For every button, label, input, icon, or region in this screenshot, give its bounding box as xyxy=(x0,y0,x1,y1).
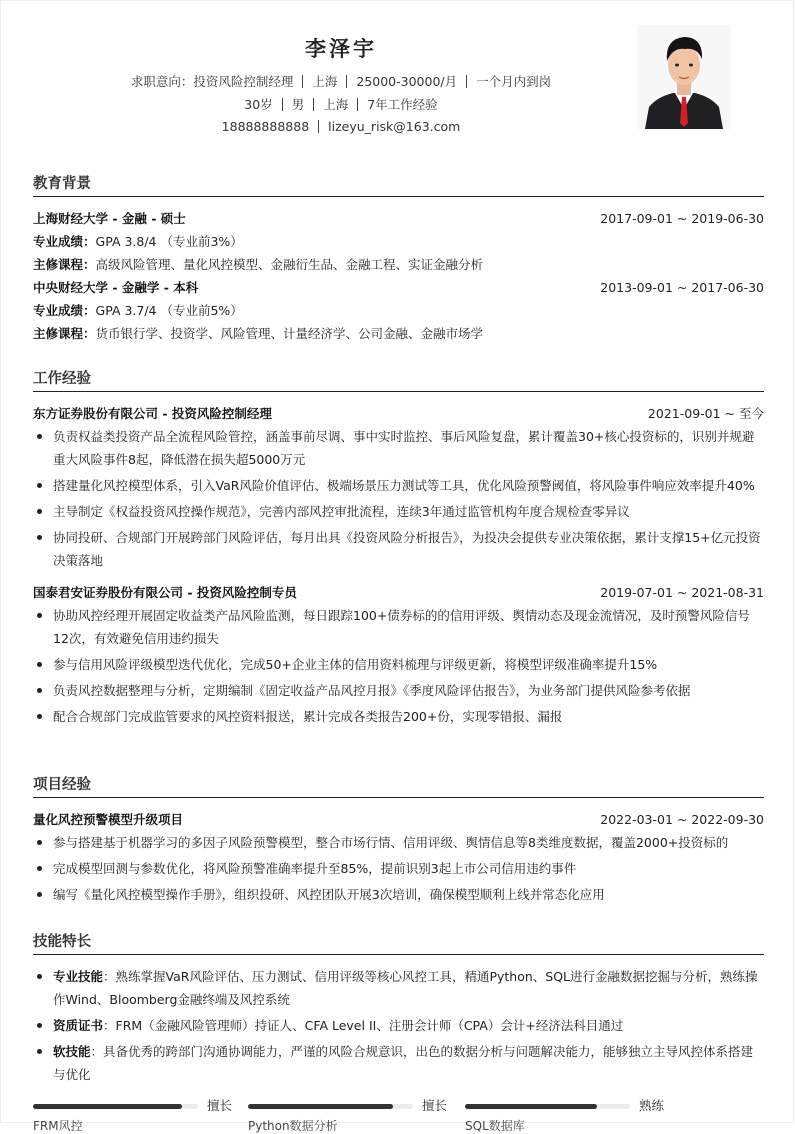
project-dates: 2022-03-01 ~ 2022-09-30 xyxy=(600,812,764,827)
skill-bar-track xyxy=(33,1104,198,1109)
skill-item xyxy=(33,1040,764,1086)
gpa-label: 专业成绩： xyxy=(33,234,96,249)
section-title-projects: 项目经验 xyxy=(33,774,764,798)
bullet-item: 负责权益类投资产品全流程风险管控，涵盖事前尽调、事中实时监控、事后风险复盘，累计覆盖30+核心投资标的，识别并规避重大风险事件8起，降低潜在损失超5000万元 xyxy=(33,425,764,471)
personal-info-line xyxy=(1,95,681,113)
courses-row xyxy=(33,253,764,276)
age: 30岁 xyxy=(244,97,273,112)
skill-name: FRM风控 xyxy=(33,1119,83,1133)
skill-text: ：FRM（金融风险管理师）持证人、CFA Level II、注册会计师（CPA）会计+经济法科目通过 xyxy=(103,1018,624,1033)
skills-section xyxy=(33,931,764,1089)
job-bullets xyxy=(33,604,764,728)
skill-bar-fill xyxy=(33,1104,182,1109)
courses-label: 主修课程： xyxy=(33,257,96,272)
divider xyxy=(466,75,467,88)
gpa-row xyxy=(33,299,764,322)
section-title-education: 教育背景 xyxy=(33,173,764,197)
job-entry-header xyxy=(33,402,764,425)
experience-years: 7年工作经验 xyxy=(367,97,438,112)
courses-value: 货币银行学、投资学、风险管理、计量经济学、公司金融、金融市场学 xyxy=(95,326,484,341)
education-section xyxy=(33,173,764,345)
skill-bars xyxy=(33,1098,764,1133)
skill-bar xyxy=(248,1098,463,1133)
education-entry-header xyxy=(33,276,764,299)
section-title-work: 工作经验 xyxy=(33,368,764,392)
skills-bullets xyxy=(33,965,764,1086)
avatar-photo xyxy=(637,25,731,129)
skill-bar xyxy=(465,1098,680,1133)
project-entry-header xyxy=(33,808,764,831)
bullet-item: 负责风控数据整理与分析，定期编制《固定收益产品风控月报》《季度风险评估报告》，为业务部门提供风险参考依据 xyxy=(33,679,764,702)
gpa-row xyxy=(33,230,764,253)
skill-text: ：具备优秀的跨部门沟通协调能力，严谨的风险合规意识，出色的数据分析与问题解决能力，能够独立主导风控体系搭建与优化 xyxy=(53,1044,754,1082)
education-entry-header xyxy=(33,207,764,230)
work-section xyxy=(33,368,764,731)
education-dates: 2013-09-01 ~ 2017-06-30 xyxy=(600,280,764,295)
skill-bar-track xyxy=(248,1104,413,1109)
school-degree: 中央财经大学 - 金融学 - 本科 xyxy=(33,280,199,295)
bullet-item: 参与搭建基于机器学习的多因子风险预警模型，整合市场行情、信用评级、舆情信息等8类维度数据，覆盖2000+投资标的 xyxy=(33,831,764,854)
contact-line xyxy=(1,119,681,134)
divider xyxy=(346,75,347,88)
skill-name: SQL数据库 xyxy=(465,1119,525,1133)
job-entry-header xyxy=(33,581,764,604)
divider xyxy=(282,98,283,111)
person-portrait-icon xyxy=(637,25,731,129)
location: 上海 xyxy=(323,97,349,112)
courses-value: 高级风险管理、量化风控模型、金融衍生品、金融工程、实证金融分析 xyxy=(95,257,484,272)
company-title: 国泰君安证券股份有限公司 - 投资风险控制专员 xyxy=(33,585,297,600)
desired-salary: 25000-30000/月 xyxy=(356,74,458,89)
skill-text: ：熟练掌握VaR风险评估、压力测试、信用评级等核心风控工具，精通Python、SQL进行金融数据挖掘与分析，熟练操作Wind、Bloomberg金融终端及风控系统 xyxy=(53,969,758,1007)
job-dates: 2019-07-01 ~ 2021-08-31 xyxy=(600,585,764,600)
bullet-item: 配合合规部门完成监管要求的风控资料报送，累计完成各类报告200+份，实现零错报、漏报 xyxy=(33,705,764,728)
divider xyxy=(318,120,319,133)
skill-bar-fill xyxy=(248,1104,393,1109)
divider xyxy=(302,75,303,88)
bullet-item: 搭建量化风控模型体系，引入VaR风险价值评估、极端场景压力测试等工具，优化风险预警阈值，将风险事件响应效率提升40% xyxy=(33,474,764,497)
gpa-label: 专业成绩： xyxy=(33,303,96,318)
job-intent: 求职意向：投资风险控制经理 xyxy=(130,74,294,89)
project-bullets xyxy=(33,831,764,906)
company-title: 东方证券股份有限公司 - 投资风险控制经理 xyxy=(33,406,272,421)
candidate-name: 李泽宇 xyxy=(305,37,377,61)
skill-level: 熟练 xyxy=(639,1098,665,1113)
school-degree: 上海财经大学 - 金融 - 硕士 xyxy=(33,211,186,226)
courses-row xyxy=(33,322,764,345)
email: lizeyu_risk@163.com xyxy=(328,119,461,134)
skill-name: Python数据分析 xyxy=(248,1119,338,1133)
skill-item xyxy=(33,1014,764,1037)
job-dates: 2021-09-01 ~ 至今 xyxy=(647,406,764,421)
project-name: 量化风控预警模型升级项目 xyxy=(33,812,184,827)
education-dates: 2017-09-01 ~ 2019-06-30 xyxy=(600,211,764,226)
skill-label: 软技能 xyxy=(53,1044,91,1059)
divider xyxy=(357,98,358,111)
projects-section xyxy=(33,774,764,909)
skill-label: 资质证书 xyxy=(53,1018,104,1033)
bullet-item: 编写《量化风控模型操作手册》，组织投研、风控团队开展3次培训，确保模型顺利上线并常态化应用 xyxy=(33,883,764,906)
desired-city: 上海 xyxy=(312,74,338,89)
skill-label: 专业技能 xyxy=(53,969,104,984)
skill-bar-fill xyxy=(465,1104,597,1109)
gpa-value: GPA 3.8/4 （专业前3%） xyxy=(95,234,243,249)
skill-level: 擅长 xyxy=(207,1098,233,1113)
skill-level: 擅长 xyxy=(422,1098,448,1113)
skill-bar xyxy=(33,1098,248,1133)
section-title-skills: 技能特长 xyxy=(33,931,764,955)
bullet-item: 协同投研、合规部门开展跨部门风险评估，每月出具《投资风险分析报告》，为投决会提供专业决策依据，累计支撑15+亿元投资决策落地 xyxy=(33,526,764,572)
gender: 男 xyxy=(291,97,305,112)
bullet-item: 参与信用风险评级模型迭代优化，完成50+企业主体的信用资料梳理与评级更新，将模型评级准确率提升15% xyxy=(33,653,764,676)
divider xyxy=(313,98,314,111)
availability: 一个月内到岗 xyxy=(476,74,552,89)
job-bullets xyxy=(33,425,764,572)
bullet-item: 完成模型回测与参数优化，将风险预警准确率提升至85%，提前识别3起上市公司信用违约事件 xyxy=(33,857,764,880)
job-intent-line xyxy=(1,72,681,90)
skill-item xyxy=(33,965,764,1011)
courses-label: 主修课程： xyxy=(33,326,96,341)
bullet-item: 主导制定《权益投资风控操作规范》，完善内部风控审批流程，连续3年通过监管机构年度合规检查零异议 xyxy=(33,500,764,523)
skill-bar-track xyxy=(465,1104,630,1109)
phone: 18888888888 xyxy=(221,119,310,134)
bullet-item: 协助风控经理开展固定收益类产品风险监测，每日跟踪100+债券标的的信用评级、舆情动态及现金流情况，及时预警风险信号12次，有效避免信用违约损失 xyxy=(33,604,764,650)
gpa-value: GPA 3.7/4 （专业前5%） xyxy=(95,303,243,318)
